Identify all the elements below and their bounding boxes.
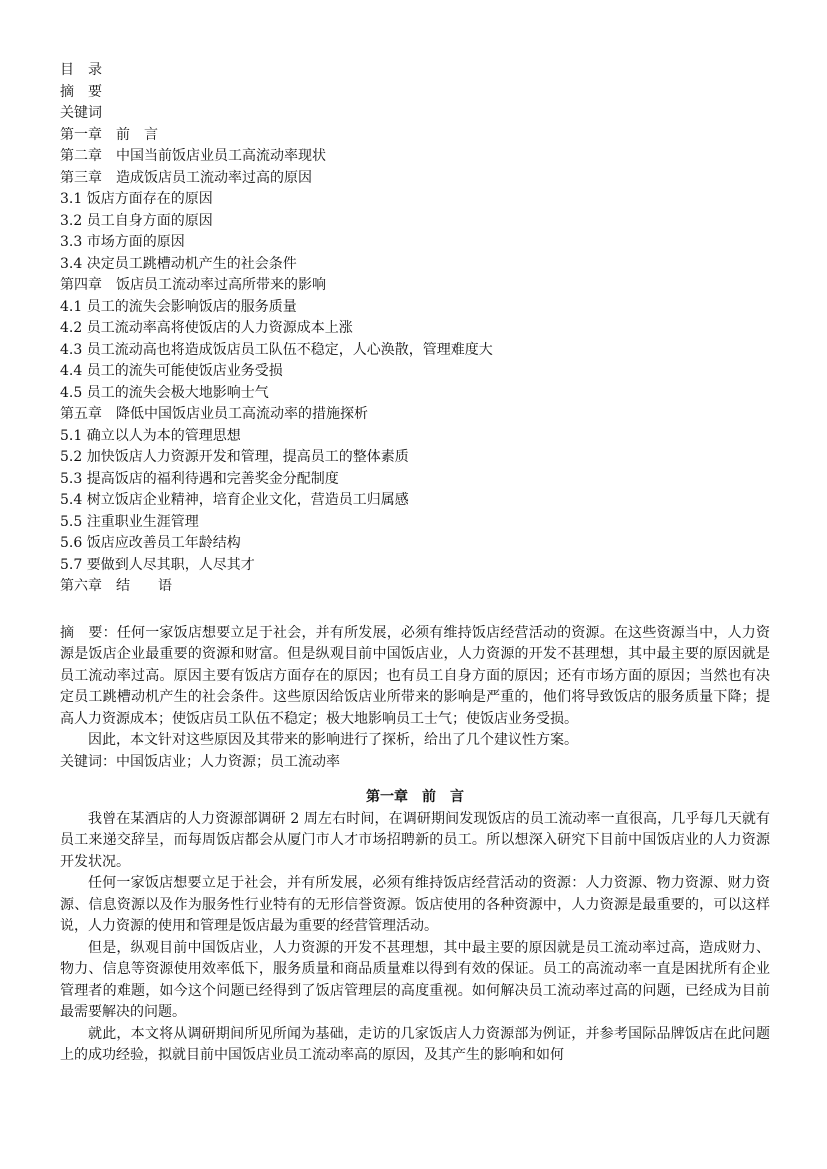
toc-entry: 5.2 加快饭店人力资源开发和管理，提高员工的整体素质 [60, 449, 409, 465]
abstract-section [60, 623, 770, 774]
toc-entry: 第三章 造成饭店员工流动率过高的原因 [60, 169, 312, 186]
toc-entry: 5.6 饭店应改善员工年龄结构 [60, 535, 241, 551]
toc-entry: 3.2 员工自身方面的原因 [60, 212, 213, 229]
body-paragraph: 就此，本文将从调研期间所见所闻为基础，走访的几家饭店人力资源部为例证，并参考国际品牌饭店在此问题上的成功经验，拟就目前中国饭店业员工流动率高的原因，及其产生的影响和如何 [60, 1025, 770, 1063]
chapter-title: 第一章 前 言 [366, 789, 464, 805]
section-gap [60, 598, 770, 623]
toc-entry: 目 录 [60, 62, 102, 78]
toc-entry: 3.3 市场方面的原因 [60, 234, 185, 250]
toc-entry: 摘 要 [60, 83, 102, 100]
toc-entry: 5.1 确立以人为本的管理思想 [60, 427, 241, 444]
toc-entry: 4.4 员工的流失可能使饭店业务受损 [60, 363, 283, 379]
toc-entry: 3.4 决定员工跳槽动机产生的社会条件 [60, 255, 297, 272]
toc-entry: 4.3 员工流动高也将造成饭店员工队伍不稳定，人心涣散，管理难度大 [60, 341, 493, 358]
table-of-contents [60, 60, 770, 598]
body-paragraph: 任何一家饭店想要立足于社会，并有所发展，必须有维持饭店经营活动的资源：人力资源、物力资源、财力资源、信息资源以及作为服务性行业特有的无形信誉资源。饭店使用的各种资源中，人力资源是最重要的，可以这样说，人力资源的使用和管理是饭店最为重要的经营管理活动。 [60, 875, 770, 934]
keywords-line: 关键词：中国饭店业；人力资源；员工流动率 [60, 753, 340, 770]
toc-entry: 5.4 树立饭店企业精神，培育企业文化，营造员工归属感 [60, 492, 409, 508]
chapter-one [60, 787, 770, 1067]
toc-entry: 第四章 饭店员工流动率过高所带来的影响 [60, 277, 326, 293]
toc-entry: 关键词 [60, 105, 102, 121]
body-paragraph: 但是，纵观目前中国饭店业，人力资源的开发不甚理想，其中最主要的原因就是员工流动率过高，造成财力、物力、信息等资源使用效率低下，服务质量和商品质量难以得到有效的保证。员工的高流动率一直是困扰所有企业管理者的难题，如今这个问题已经得到了饭店管理层的高度重视。如何解决员工流动率过高的问题，已经成为目前最需要解决的问题。 [60, 939, 770, 1020]
abstract-paragraph: 摘 要：任何一家饭店想要立足于社会，并有所发展，必须有维持饭店经营活动的资源。在这些资源当中，人力资源是饭店企业最重要的资源和财富。但是纵观目前中国饭店业，人力资源的开发不甚理想，其中最主要的原因就是员工流动率过高。原因主要有饭店方面存在的原因；也有员工自身方面的原因；还有市场方面的原因；当然也有决定员工跳槽动机产生的社会条件。这些原因给饭店业所带来的影响是严重的，他们将导致饭店的服务质量下降；提高人力资源成本；使饭店员工队伍不稳定；极大地影响员工士气；使饭店业务受损。 [60, 624, 770, 727]
toc-entry: 3.1 饭店方面存在的原因 [60, 191, 213, 207]
toc-entry: 5.3 提高饭店的福利待遇和完善奖金分配制度 [60, 470, 339, 487]
toc-entry: 4.5 员工的流失会极大地影响士气 [60, 384, 269, 401]
toc-entry: 第二章 中国当前饭店业员工高流动率现状 [60, 148, 326, 164]
toc-entry: 第六章 结 语 [60, 578, 172, 594]
toc-entry: 5.5 注重职业生涯管理 [60, 513, 199, 530]
document-page [60, 60, 770, 1067]
toc-entry: 4.2 员工流动率高将使饭店的人力资源成本上涨 [60, 320, 353, 336]
toc-entry: 第一章 前 言 [60, 126, 158, 143]
abstract-conclusion: 因此，本文针对这些原因及其带来的影响进行了探析，给出了几个建议性方案。 [88, 732, 578, 748]
toc-entry: 4.1 员工的流失会影响饭店的服务质量 [60, 298, 297, 315]
body-paragraph: 我曾在某酒店的人力资源部调研 2 周左右时间，在调研期间发现饭店的员工流动率一直很高，几乎每几天就有员工来递交辞呈，而每周饭店都会从厦门市人才市场招聘新的员工。所以想深入研究下目前中国饭店业的人力资源开发状况。 [60, 810, 770, 870]
toc-entry: 5.7 要做到人尽其职，人尽其才 [60, 556, 255, 573]
toc-entry: 第五章 降低中国饭店业员工高流动率的措施探析 [60, 406, 368, 422]
